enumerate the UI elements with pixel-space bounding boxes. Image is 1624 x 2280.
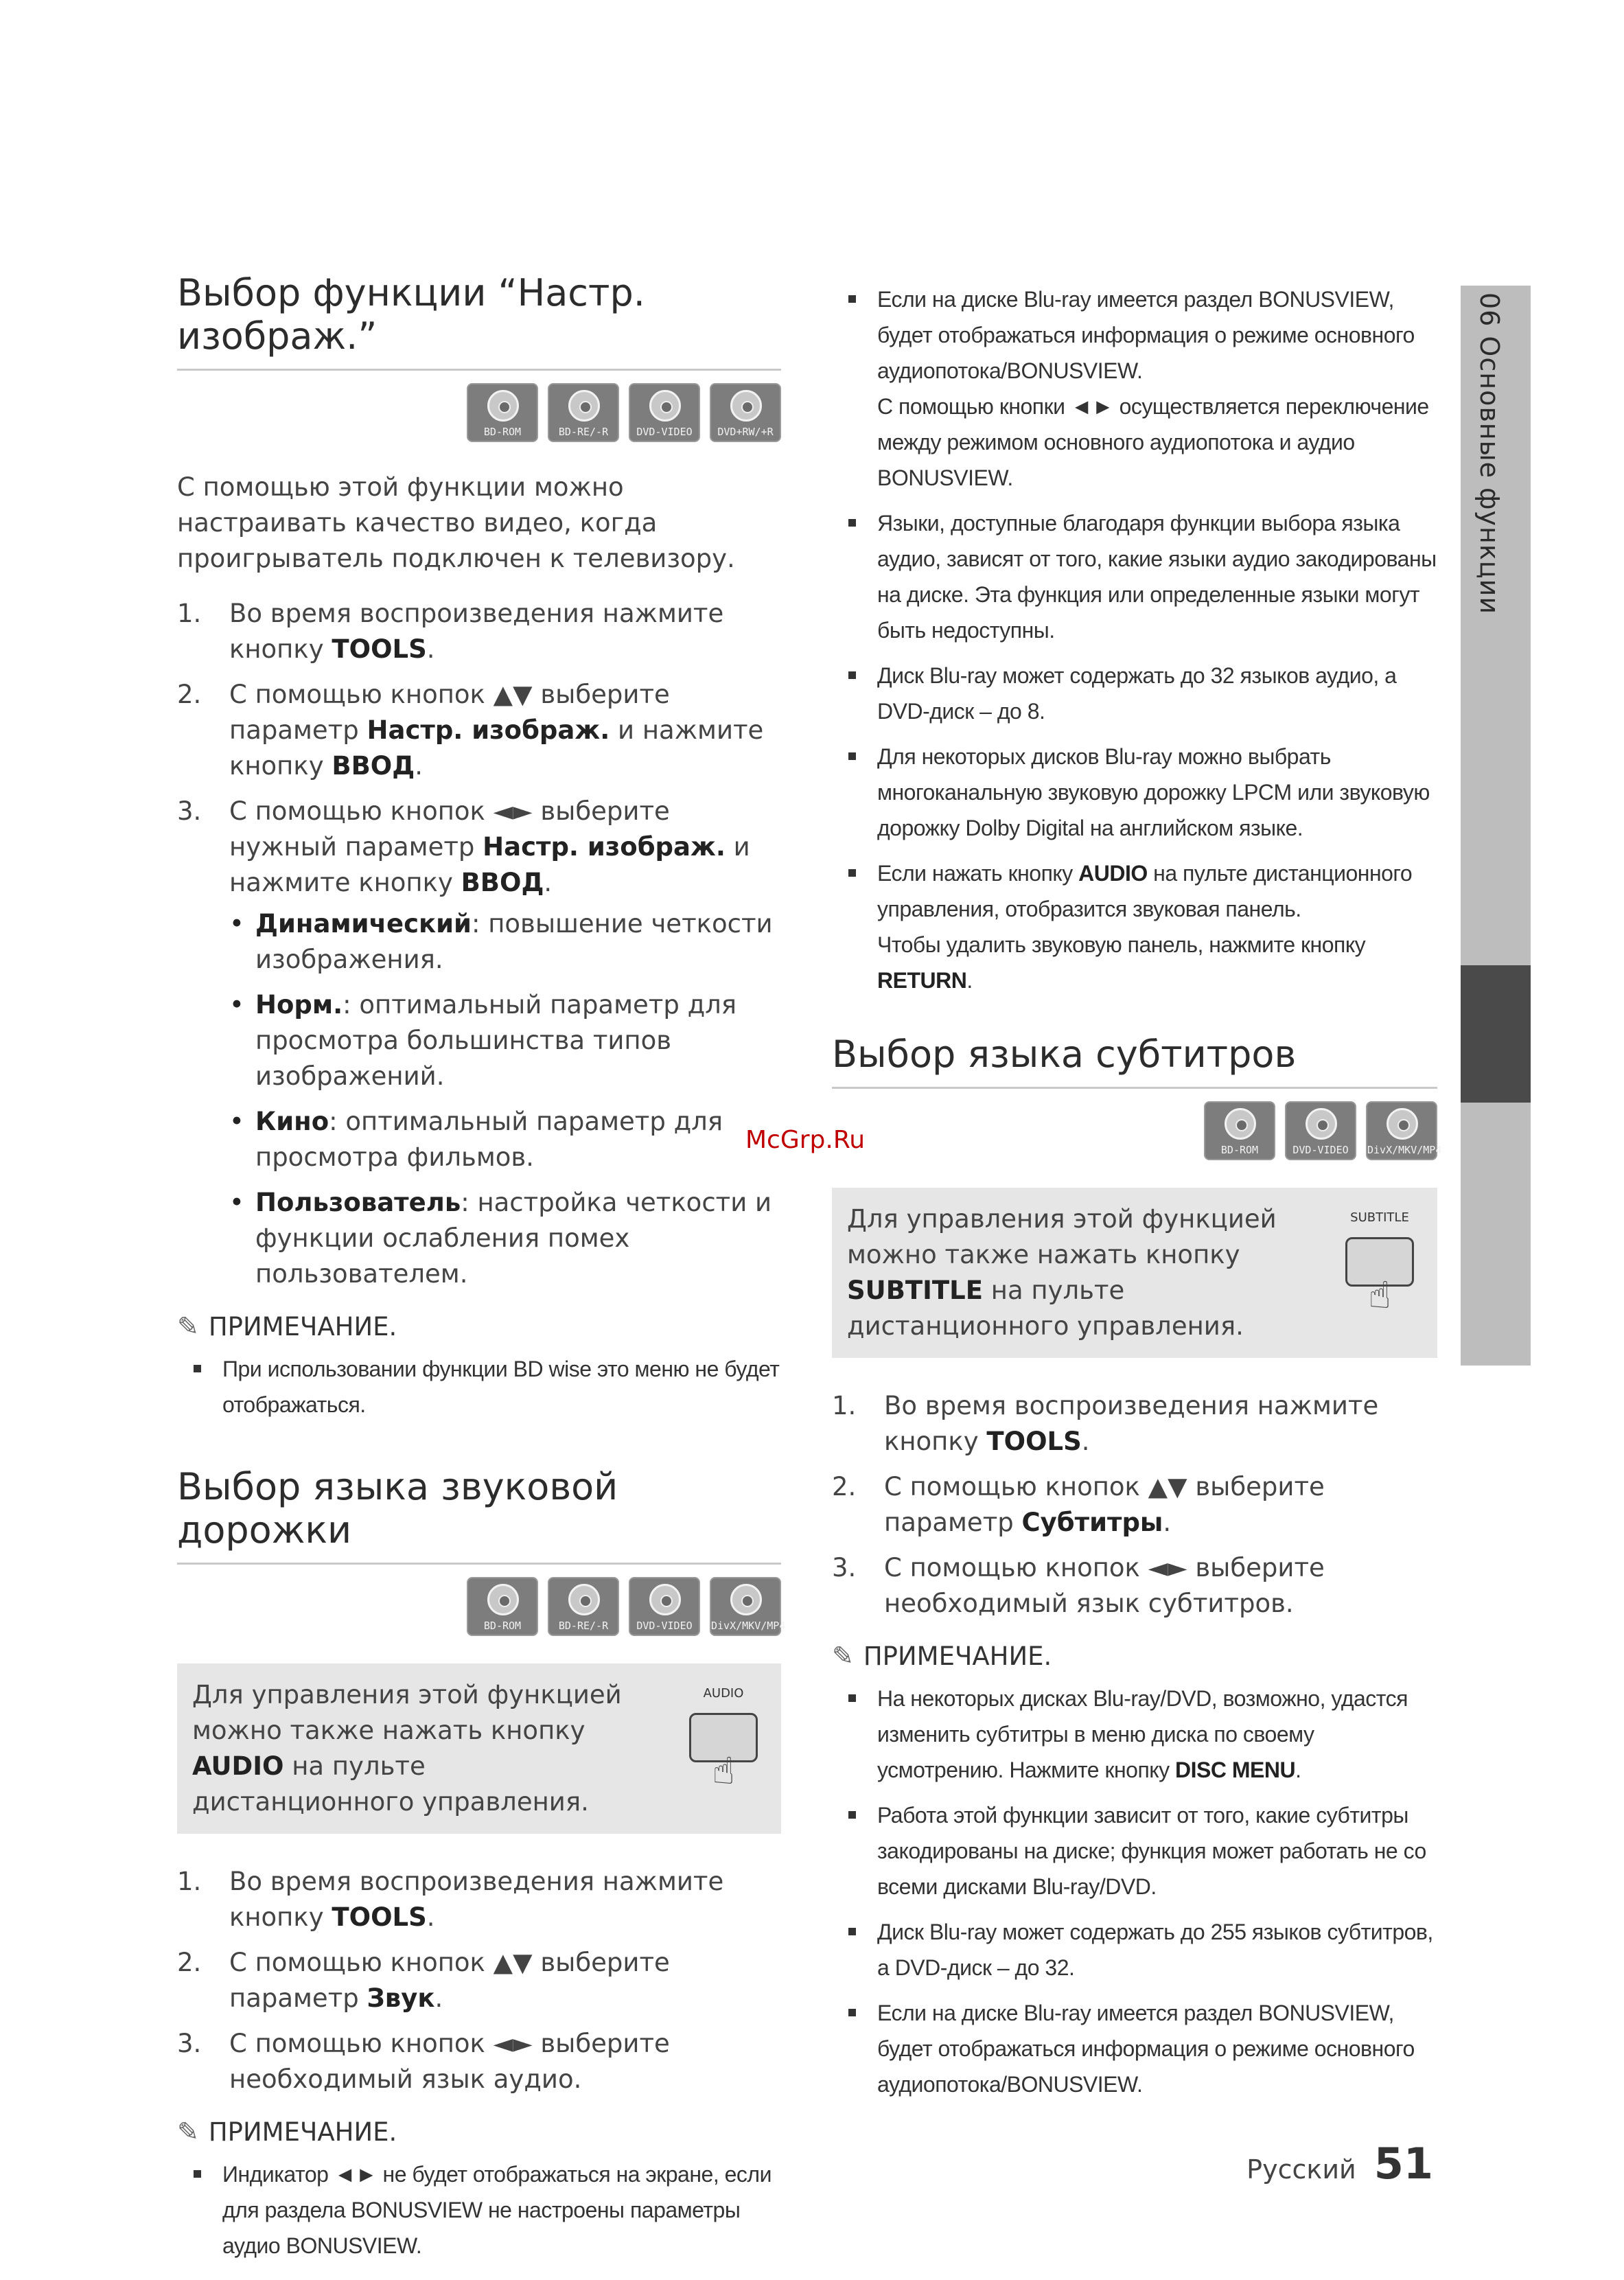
remote-button-audio: AUDIO ☝ — [682, 1676, 765, 1790]
bd-re-icon: BD-RE/-R — [548, 383, 619, 442]
remote-button-subtitle: SUBTITLE ☝ — [1338, 1200, 1421, 1314]
disc-icons-picture — [177, 383, 781, 442]
section-title-subtitle: Выбор языка субтитров — [832, 1033, 1437, 1089]
pencil-icon: ✎ — [177, 1311, 199, 1341]
step: 2. С помощью кнопок ▲▼ выберите параметр Звук. — [177, 1948, 670, 2013]
note-item: На некоторых дисках Blu-ray/DVD, возможно, удастся изменить субтитры в меню диска по своему усмотрению. Нажмите кнопку DISC MENU. — [832, 1681, 1437, 1788]
note-item: Диск Blu-ray может содержать до 255 языков субтитров, а DVD-диск – до 32. — [832, 1914, 1437, 1985]
note-item: При использовании функции BD wise это меню не будет отображаться. — [177, 1351, 781, 1423]
note-heading: ✎ ПРИМЕЧАНИЕ. — [177, 1311, 397, 1341]
note-item: Индикатор ◄► не будет отображаться на экране, если для раздела BONUSVIEW не настроены параметры аудио BONUSVIEW. — [177, 2156, 781, 2264]
step: 1. Во время воспроизведения нажмите кнопку TOOLS. — [832, 1391, 1379, 1456]
divx-icon: DivX/MKV/MP4 — [710, 1577, 781, 1636]
pencil-icon: ✎ — [832, 1641, 854, 1671]
note-item: Если на диске Blu-ray имеется раздел BONUSVIEW, будет отображаться информация о режиме основного аудиопотока/BONUSVIEW. С помощью кнопки ◄► осуществляется переключение между режимом основного аудиопотока и аудио BONUSVIEW. — [832, 281, 1437, 496]
note-item: Если нажать кнопку AUDIO на пульте дистанционного управления, отобразится звуковая панель. Чтобы удалить звуковую панель, нажмите кнопку RETURN. — [832, 855, 1437, 998]
note-item: Если на диске Blu-ray имеется раздел BONUSVIEW, будет отображаться информация о режиме основного аудиопотока/BONUSVIEW. — [832, 1995, 1437, 2102]
note-heading: ✎ ПРИМЕЧАНИЕ. — [177, 2117, 397, 2147]
notes-picture — [177, 1351, 781, 1423]
section-title-picture: Выбор функции “Настр. изображ.” — [177, 271, 781, 371]
right-column — [832, 281, 1442, 2112]
step: 3. С помощью кнопок ◄► выберите необходимый язык субтитров. — [832, 1553, 1325, 1618]
bd-rom-icon: BD-ROM — [467, 383, 538, 442]
chapter-marker — [1461, 965, 1531, 1103]
note-heading: ✎ ПРИМЕЧАНИЕ. — [832, 1641, 1052, 1671]
bd-re-icon: BD-RE/-R — [548, 1577, 619, 1636]
divx-icon: DivX/MKV/MP4 — [1366, 1101, 1437, 1160]
step: 2. С помощью кнопок ▲▼ выберите параметр Субтитры. — [832, 1472, 1325, 1537]
steps-audio — [177, 1864, 781, 2097]
page-number: 51 — [1373, 2139, 1433, 2189]
step: 3. С помощью кнопок ◄► выберите нужный параметр Настр. изображ. и нажмите кнопку ВВОД. • Динамический: повышение четкости изображения. • Норм.: оптимальный параметр для просмотра большинства типов изображений. • Кино: оптимальный параметр для просмотра фильмов. • Пользователь: настройка четкости и функции ослабления помех пользователем. — [177, 794, 781, 1292]
steps-picture — [177, 596, 781, 1292]
dvd-rw-icon: DVD+RW/+R — [710, 383, 781, 442]
option-item: • Норм.: оптимальный параметр для просмотра большинства типов изображений. — [229, 987, 781, 1094]
pencil-icon: ✎ — [177, 2117, 199, 2147]
chapter-side-tab — [1461, 286, 1531, 1366]
pointing-hand-icon: ☝ — [1368, 1274, 1391, 1317]
step: 3. С помощью кнопок ◄► выберите необходимый язык аудио. — [177, 2029, 670, 2094]
option-item: • Кино: оптимальный параметр для просмотра фильмов. — [229, 1104, 781, 1175]
disc-icons-audio — [177, 1577, 786, 1636]
chapter-label: 06 Основные функции — [1474, 292, 1505, 615]
left-column — [177, 271, 786, 2273]
steps-subtitle — [832, 1388, 1437, 1622]
note-item: Для некоторых дисков Blu-ray можно выбрать многоканальную звуковую дорожку LPCM или звуковую дорожку Dolby Digital на английском языке. — [832, 739, 1437, 846]
pointing-hand-icon: ☝ — [712, 1749, 735, 1793]
watermark: McGrp.Ru — [745, 1126, 866, 1154]
step: 1. Во время воспроизведения нажмите кнопку TOOLS. — [177, 1867, 724, 1932]
dvd-video-icon: DVD-VIDEO — [629, 1577, 700, 1636]
step: 2. С помощью кнопок ▲▼ выберите параметр Настр. изображ. и нажмите кнопку ВВОД. — [177, 680, 764, 781]
disc-icons-subtitle — [832, 1101, 1442, 1160]
tip-box-audio: Для управления этой функцией можно также нажать кнопку AUDIO на пульте дистанционного управления. AUDIO ☝ — [177, 1663, 781, 1834]
note-item: Языки, доступные благодаря функции выбора языка аудио, зависят от того, какие языки аудио закодированы на диске. Эта функция или определенные языки могут быть недоступны. — [832, 505, 1437, 648]
notes-audio — [177, 2156, 781, 2264]
bd-rom-icon: BD-ROM — [1204, 1101, 1275, 1160]
option-item: • Пользователь: настройка четкости и функции ослабления помех пользователем. — [229, 1185, 781, 1292]
picture-options — [229, 906, 781, 1292]
footer-language: Русский — [1246, 2154, 1356, 2185]
notes-subtitle — [832, 1681, 1437, 2102]
page-footer — [1246, 2139, 1433, 2189]
option-item: • Динамический: повышение четкости изображения. — [229, 906, 781, 978]
dvd-video-icon: DVD-VIDEO — [1285, 1101, 1356, 1160]
note-item: Работа этой функции зависит от того, какие субтитры закодированы на диске; функция может работать не со всеми дисками Blu-ray/DVD. — [832, 1797, 1437, 1904]
notes-audio-continued — [832, 281, 1437, 998]
bd-rom-icon: BD-ROM — [467, 1577, 538, 1636]
section-title-audio: Выбор языка звуковой дорожки — [177, 1465, 781, 1565]
note-item: Диск Blu-ray может содержать до 32 языков аудио, а DVD-диск – до 8. — [832, 658, 1437, 729]
tip-box-subtitle: Для управления этой функцией можно также нажать кнопку SUBTITLE на пульте дистанционного управления. SUBTITLE ☝ — [832, 1188, 1437, 1358]
dvd-video-icon: DVD-VIDEO — [629, 383, 700, 442]
intro-text: С помощью этой функции можно настраивать качество видео, когда проигрыватель подключен к телевизору. — [177, 472, 735, 573]
step: 1. Во время воспроизведения нажмите кнопку TOOLS. — [177, 599, 724, 664]
